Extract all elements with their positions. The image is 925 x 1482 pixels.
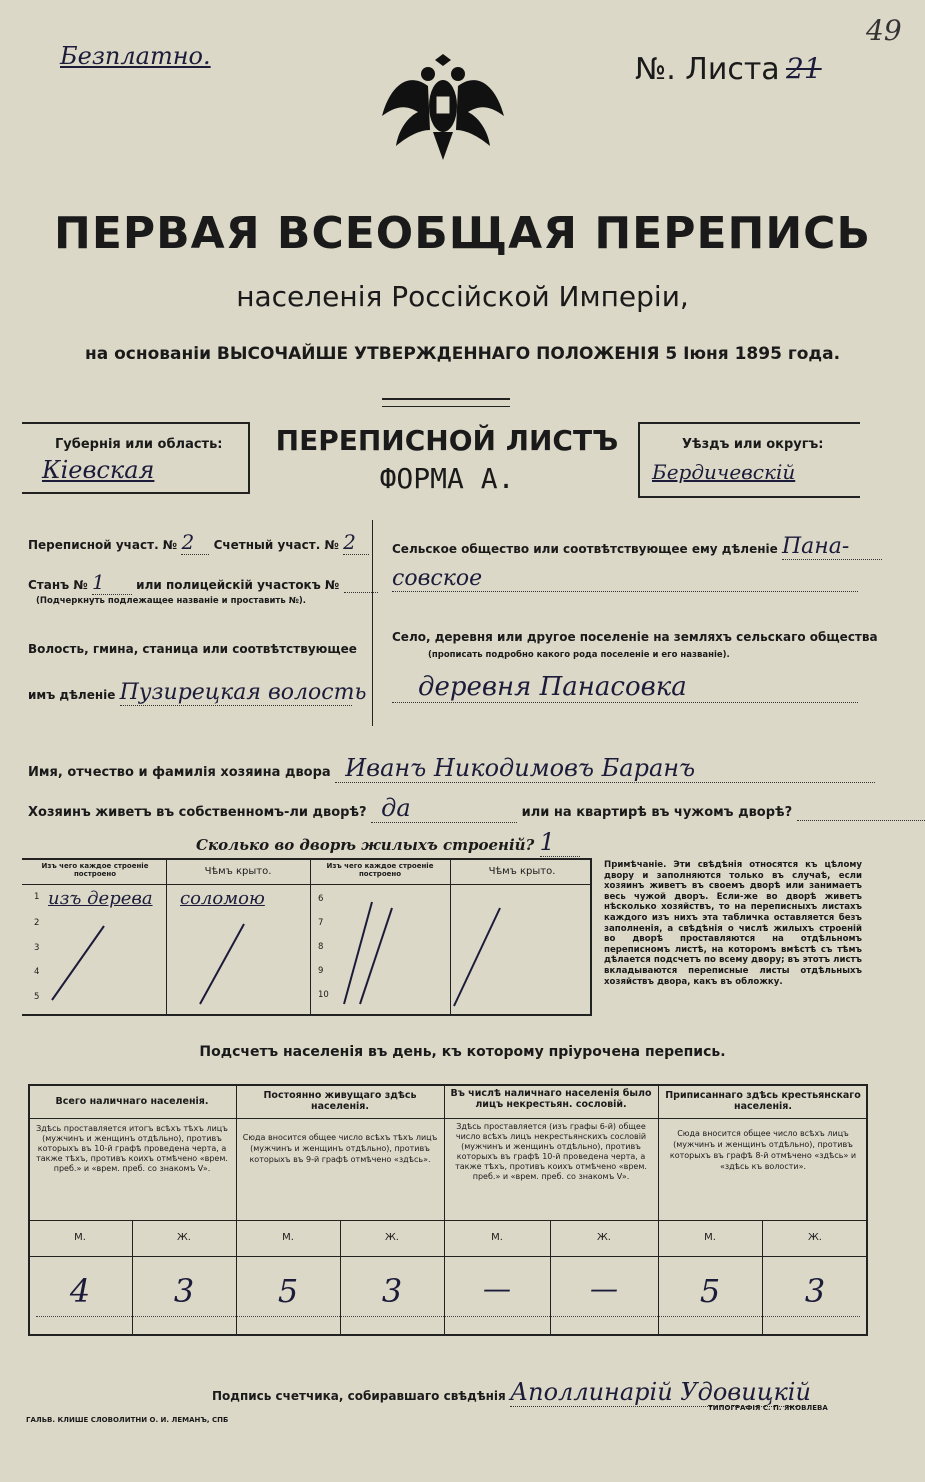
form-title: ПЕРЕПИСНОЙ ЛИСТЪ [275, 424, 619, 457]
sheet-number-label: №. Листа [635, 52, 780, 87]
page-title: ПЕРВАЯ ВСЕОБЩАЯ ПЕРЕПИСЬ [54, 208, 871, 259]
buildings-row [196, 828, 580, 857]
count-value-total-male: 4 [69, 1272, 91, 1310]
volost-row [28, 680, 367, 706]
village-note: (прописать подробно какого рода поселеніе и его названіе). [428, 650, 730, 660]
census-district-value: 2 [181, 530, 209, 555]
free-label: Безплатно. [60, 42, 211, 70]
volost-label-1: Волость, гмина, станица или соотвѣтствующее [28, 642, 357, 656]
census-district-row [28, 530, 369, 555]
building-1-roof: соломою [180, 888, 265, 909]
owner-name-value: Иванъ Никодимовъ Баранъ [335, 754, 875, 783]
owner-name-label: Имя, отчество и фамилія хозяина двора [28, 765, 331, 780]
district-label: Уѣздъ или округъ: [682, 437, 824, 452]
count-note-non-peasant: Здѣсь проставляется (изъ графы 6-й) общее число всѣхъ лицъ некрестьянскихъ сословій (мужчинъ и женщинъ отдѣльно), противъ которыхъ въ графѣ 10-й проведена черта, а также тѣхъ, противъ коихъ отмѣчено «врем. преб.» и «врем. преб. со знакомъ V». [455, 1122, 647, 1181]
village-value: деревня Панасовка [392, 672, 858, 703]
camp-note: (Подчеркнуть подлежащее названіе и проставить №). [36, 596, 306, 606]
volost-value: Пузирецкая волость [119, 680, 367, 705]
own-yard-label: Хозяинъ живетъ въ собственномъ-ли дворѣ? [28, 805, 367, 820]
signature-row [212, 1378, 811, 1407]
camp-label: Станъ № [28, 578, 88, 592]
count-note-peasant: Сюда вносится общее число всѣхъ лицъ (мужчинъ и женщинъ отдѣльно), противъ которыхъ въ графѣ 8-й отмѣчено «здѣсь» и «здѣсь къ волости». [669, 1129, 857, 1171]
sheet-number-value: 21 [786, 52, 822, 85]
building-row-number: 5 [34, 992, 40, 1002]
count-header-non-peasant: Въ числѣ наличнаго населенія было лицъ некрестьян. сословій. [450, 1088, 652, 1110]
form-type: ФОРМА А. [379, 462, 515, 495]
col-male-label: М. [704, 1232, 716, 1243]
buildings-col-roof-left: Чѣмъ крыто. [204, 866, 272, 877]
count-note-permanent: Сюда вносится общее число всѣхъ тѣхъ лицъ (мужчинъ и женщинъ отдѣльно), противъ которыхъ въ 9-й графѣ отмѣчено «здѣсь». [242, 1133, 438, 1164]
building-row-number: 2 [34, 918, 40, 928]
buildings-col-material-right: Изъ чего каждое строеніе построено [326, 862, 434, 878]
building-1-material: изъ дерева [48, 888, 153, 909]
count-header-permanent: Постоянно живущаго здѣсь населенія. [263, 1090, 417, 1112]
col-male-label: М. [74, 1232, 86, 1243]
page-corner-number: 49 [866, 14, 902, 47]
district-value: Бердичевскій [652, 460, 796, 484]
census-district-label: Переписной участ. № [28, 538, 178, 552]
counting-district-value: 2 [343, 530, 369, 555]
count-value-permanent-female: 3 [381, 1272, 403, 1310]
footer-left: ГАЛЬВ. КЛИШЕ СЛОВОЛИТНИ О. И. ЛЕМАНЪ, СПБ [26, 1416, 229, 1424]
counting-district-label: Счетный участ. № [213, 538, 339, 552]
col-male-label: М. [491, 1232, 503, 1243]
count-value-permanent-male: 5 [277, 1272, 299, 1310]
count-header-total: Всего наличнаго населенія. [55, 1096, 209, 1107]
count-value-peasant-male: 5 [699, 1272, 721, 1310]
society-row [392, 534, 882, 560]
building-row-number: 9 [318, 966, 324, 976]
ornament-divider [382, 398, 510, 407]
count-title: Подсчетъ населенія въ день, къ которому пріурочена перепись. [199, 1044, 726, 1060]
owner-name-row [28, 754, 875, 783]
buildings-label: Сколько во дворѣ жилыхъ строеній? [196, 836, 535, 854]
volost-label-2: имъ дѣленіе [28, 688, 116, 702]
col-female-label: Ж. [597, 1232, 611, 1243]
rented-label: или на квартирѣ въ чужомъ дворѣ? [521, 805, 793, 820]
buildings-strike-marks [22, 858, 592, 1016]
building-row-number: 1 [34, 892, 40, 902]
col-female-label: Ж. [385, 1232, 399, 1243]
building-row-number: 7 [318, 918, 324, 928]
signature-value: Аполлинарій Удовицкій [509, 1378, 811, 1406]
building-row-number: 6 [318, 894, 324, 904]
province-value: Кіевская [42, 456, 155, 484]
imperial-eagle-icon [378, 46, 508, 166]
count-value-non-peasant-male: — [483, 1272, 511, 1305]
buildings-value: 1 [540, 828, 580, 857]
police-label: или полицейскій участокъ № [136, 578, 340, 592]
camp-value: 1 [92, 570, 132, 595]
footer-right: ТИПОГРАФІЯ С. П. ЯКОВЛЕВА [708, 1404, 828, 1412]
building-row-number: 3 [34, 943, 40, 953]
count-value-total-female: 3 [173, 1272, 195, 1310]
page-subtitle: населенія Россійской Имперіи, [236, 280, 689, 313]
village-label: Село, деревня или другое поселеніе на земляхъ сельскаго общества [392, 630, 878, 644]
count-value-non-peasant-female: — [590, 1272, 618, 1305]
basis-line: на основаніи ВЫСОЧАЙШЕ УТВЕРЖДЕННАГО ПОЛОЖЕНІЯ 5 Іюня 1895 года. [84, 344, 841, 364]
count-note-total: Здѣсь проставляется итогъ всѣхъ тѣхъ лицъ (мужчинъ и женщинъ отдѣльно), противъ которыхъ въ 10-й графѣ проведена черта, а также тѣхъ, противъ коихъ отмѣчено «врем. преб.» и «врем. преб. со знакомъ V». [36, 1124, 228, 1173]
province-label: Губернія или область: [55, 437, 223, 452]
buildings-col-roof-right: Чѣмъ крыто. [488, 866, 556, 877]
society-value-2: совское [392, 566, 858, 592]
building-row-number: 10 [318, 990, 329, 1000]
owner-yard-row [28, 794, 925, 823]
building-row-number: 4 [34, 967, 40, 977]
count-header-peasant: Приписаннаго здѣсь крестьянскаго населенія. [665, 1090, 861, 1112]
building-row-number: 8 [318, 942, 324, 952]
buildings-col-material-left: Изъ чего каждое строеніе построено [41, 862, 149, 878]
col-female-label: Ж. [808, 1232, 822, 1243]
society-value-1: Пана- [782, 534, 882, 560]
own-yard-value: да [371, 794, 517, 823]
remark-note: Примѣчаніе. Эти свѣдѣнія относятся къ цѣлому двору и заполняются только въ случаѣ, если хозяинъ живетъ въ своемъ дворѣ или занимаетъ весь чужой дворъ. Если-же во дворѣ живетъ нѣсколько хозяйствъ, то на переписныхъ листахъ каждого изъ нихъ эта табличка оставляется безъ заполненія, а свѣдѣнія о числѣ жилыхъ строеній во дворѣ проставляются на отдѣльномъ переписномъ листѣ, на которомъ вмѣстѣ съ тѣмъ дѣлается подсчетъ по всему двору; въ этотъ листъ вкладываются переписные листы отдѣльныхъ хозяйствъ двора, какъ въ обложку. [604, 860, 862, 987]
col-female-label: Ж. [177, 1232, 191, 1243]
signature-label: Подпись счетчика, собиравшаго свѣдѣнія [212, 1389, 506, 1403]
society-label: Сельское общество или соотвѣтствующее ему дѣленіе [392, 542, 778, 556]
count-value-peasant-female: 3 [804, 1272, 826, 1310]
camp-row [28, 570, 378, 595]
col-male-label: М. [282, 1232, 294, 1243]
